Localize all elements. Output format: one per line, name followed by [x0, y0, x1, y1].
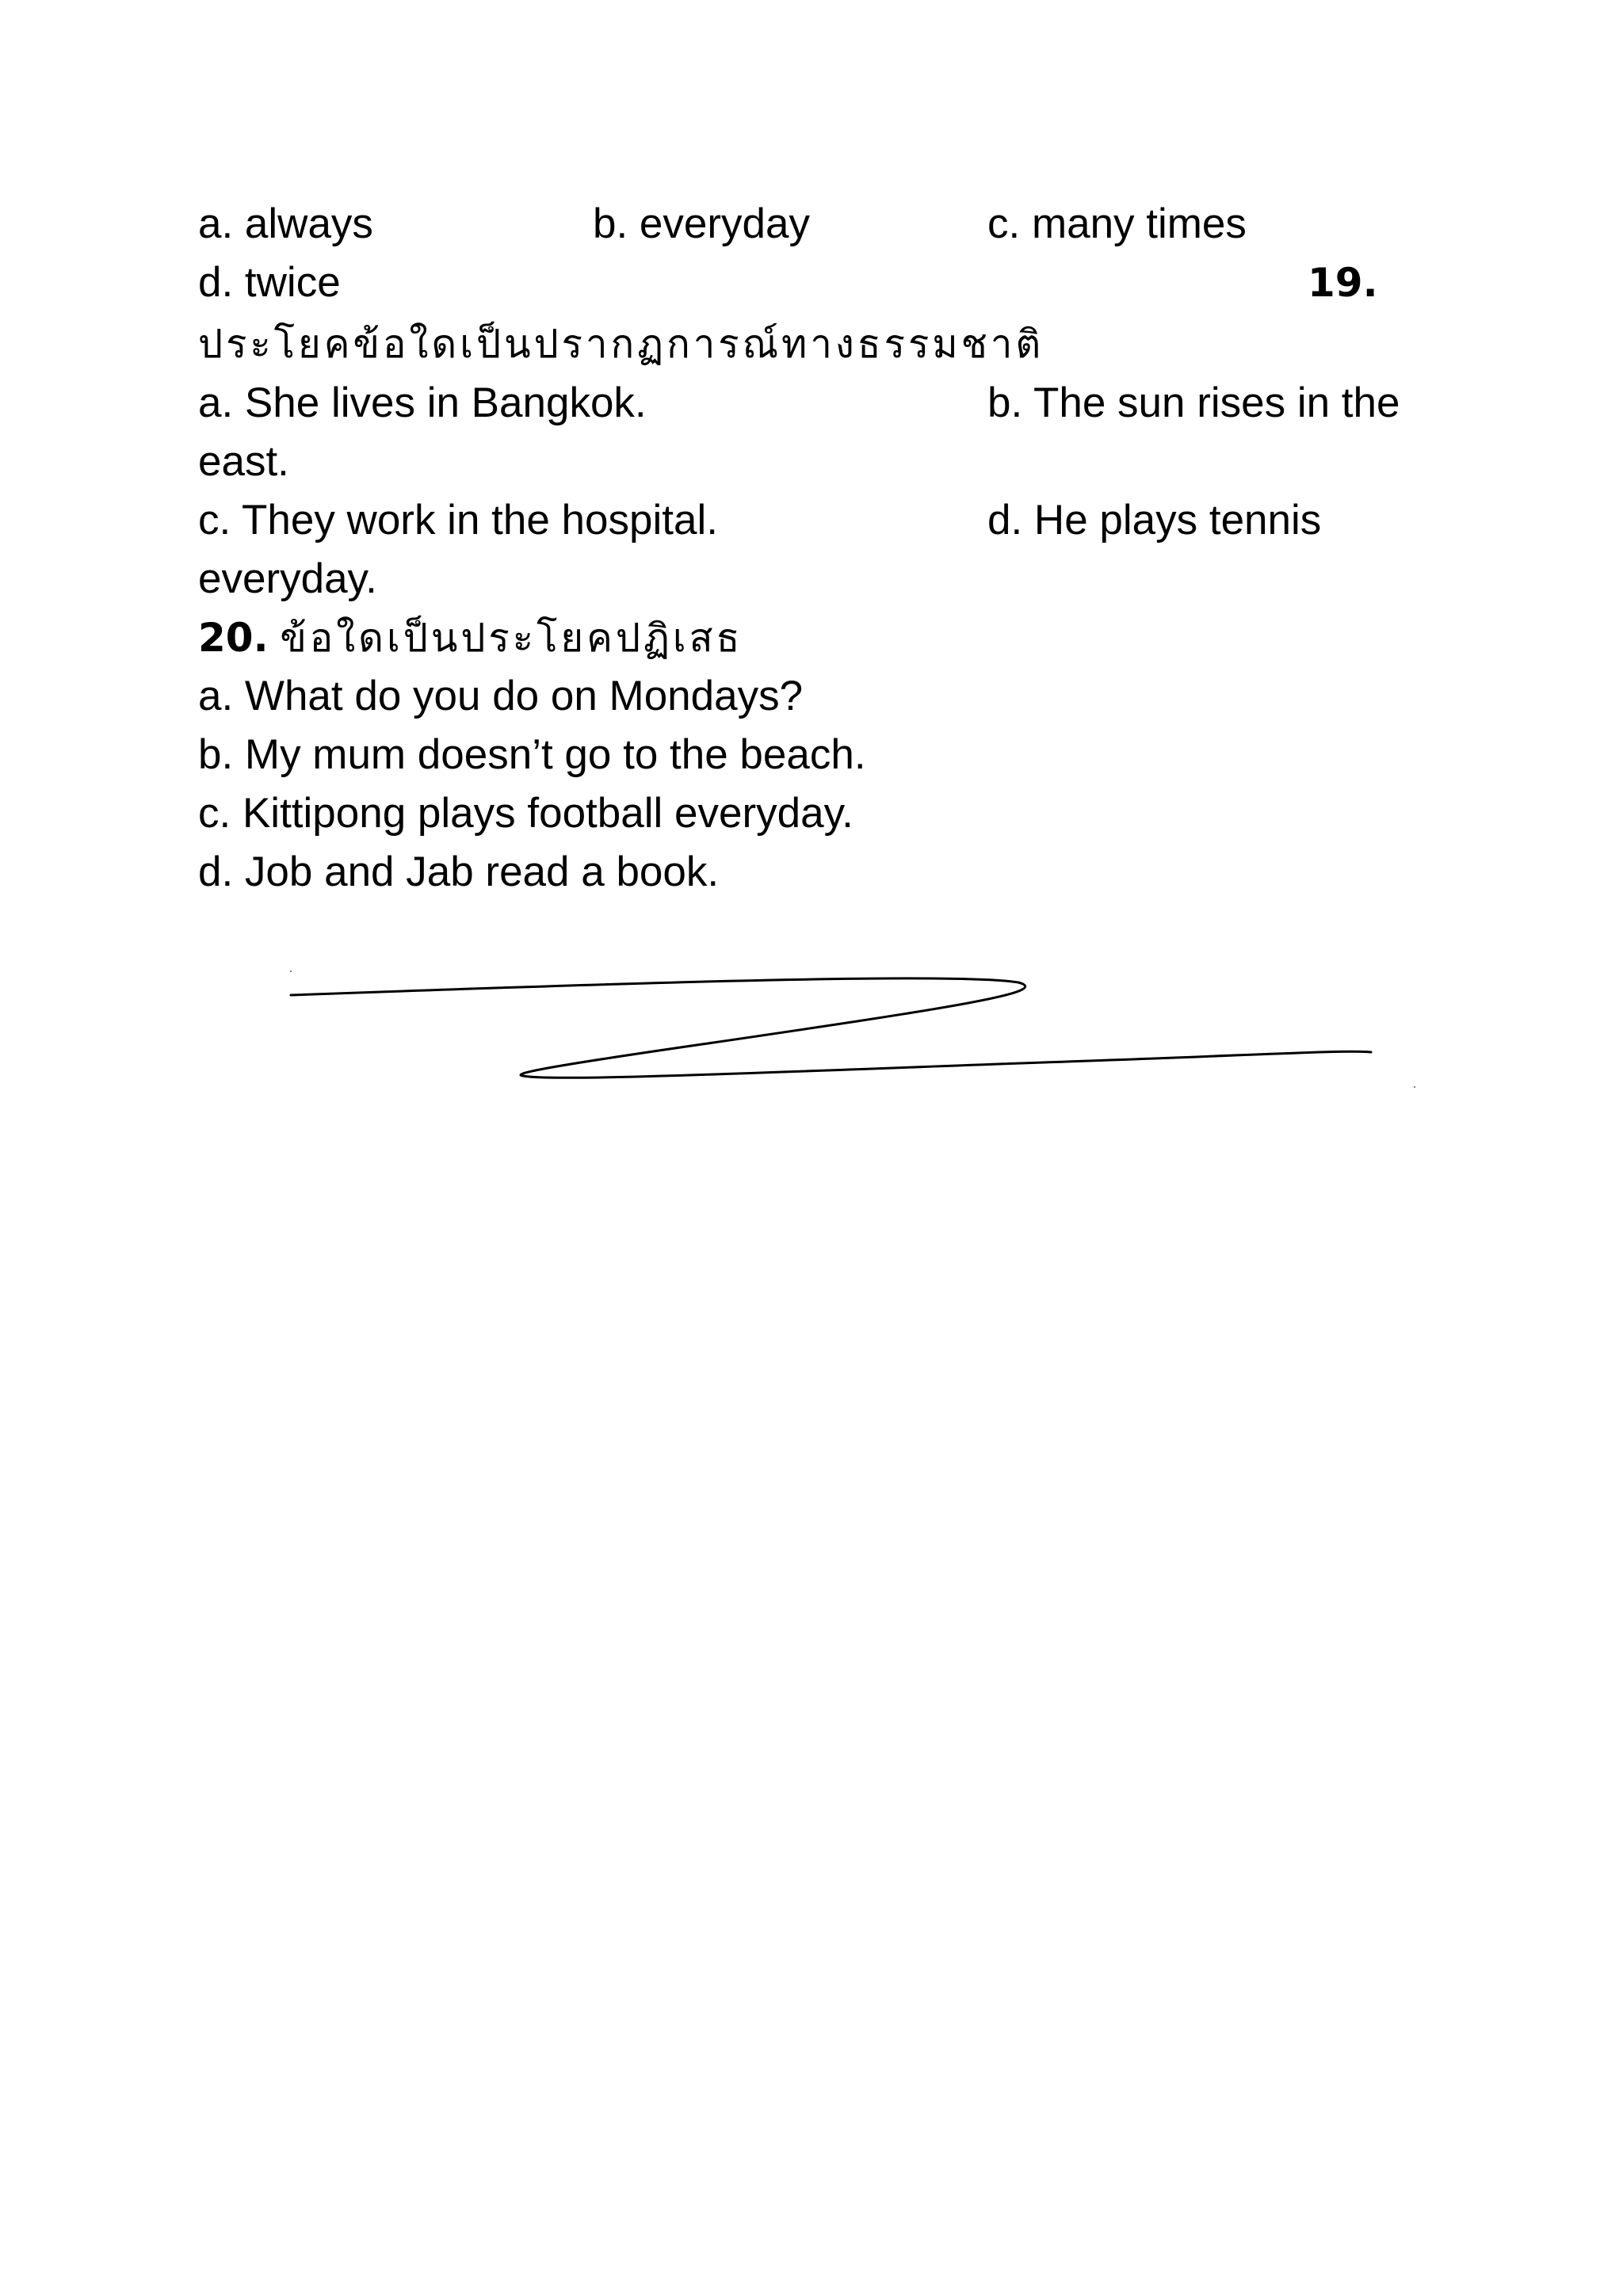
- scribble-stroke: [291, 978, 1371, 1077]
- q19-option-a: a. She lives in Bangkok.: [198, 379, 647, 426]
- q18-option-d: d. twice: [198, 259, 341, 306]
- q20-question: ข้อใดเป็นประโยคปฏิเสธ: [280, 616, 743, 661]
- q19-option-c: c. They work in the hospital.: [198, 497, 718, 543]
- q19-option-d: d. He plays tennis: [987, 497, 1322, 543]
- scribble-dot-1: [290, 971, 292, 972]
- q20-option-d: d. Job and Jab read a book.: [198, 849, 720, 895]
- q20-number: 20.: [198, 615, 269, 661]
- q18-option-a: a. always: [198, 200, 373, 247]
- q18-option-b: b. everyday: [593, 200, 810, 247]
- q19-number: 19.: [1308, 260, 1378, 306]
- q19-option-b-continued: east.: [198, 438, 289, 485]
- q20-option-c: c. Kittipong plays football everyday.: [198, 790, 854, 837]
- scribble-dot-2: [1414, 1086, 1415, 1088]
- q18-option-c: c. many times: [987, 200, 1247, 247]
- q20-option-b: b. My mum doesn’t go to the beach.: [198, 731, 866, 778]
- q19-question: ประโยคข้อใดเป็นปรากฏการณ์ทางธรรมชาติ: [198, 322, 1044, 367]
- q20-option-a: a. What do you do on Mondays?: [198, 673, 804, 719]
- q19-option-b: b. The sun rises in the: [987, 379, 1400, 426]
- q19-option-d-continued: everyday.: [198, 555, 377, 602]
